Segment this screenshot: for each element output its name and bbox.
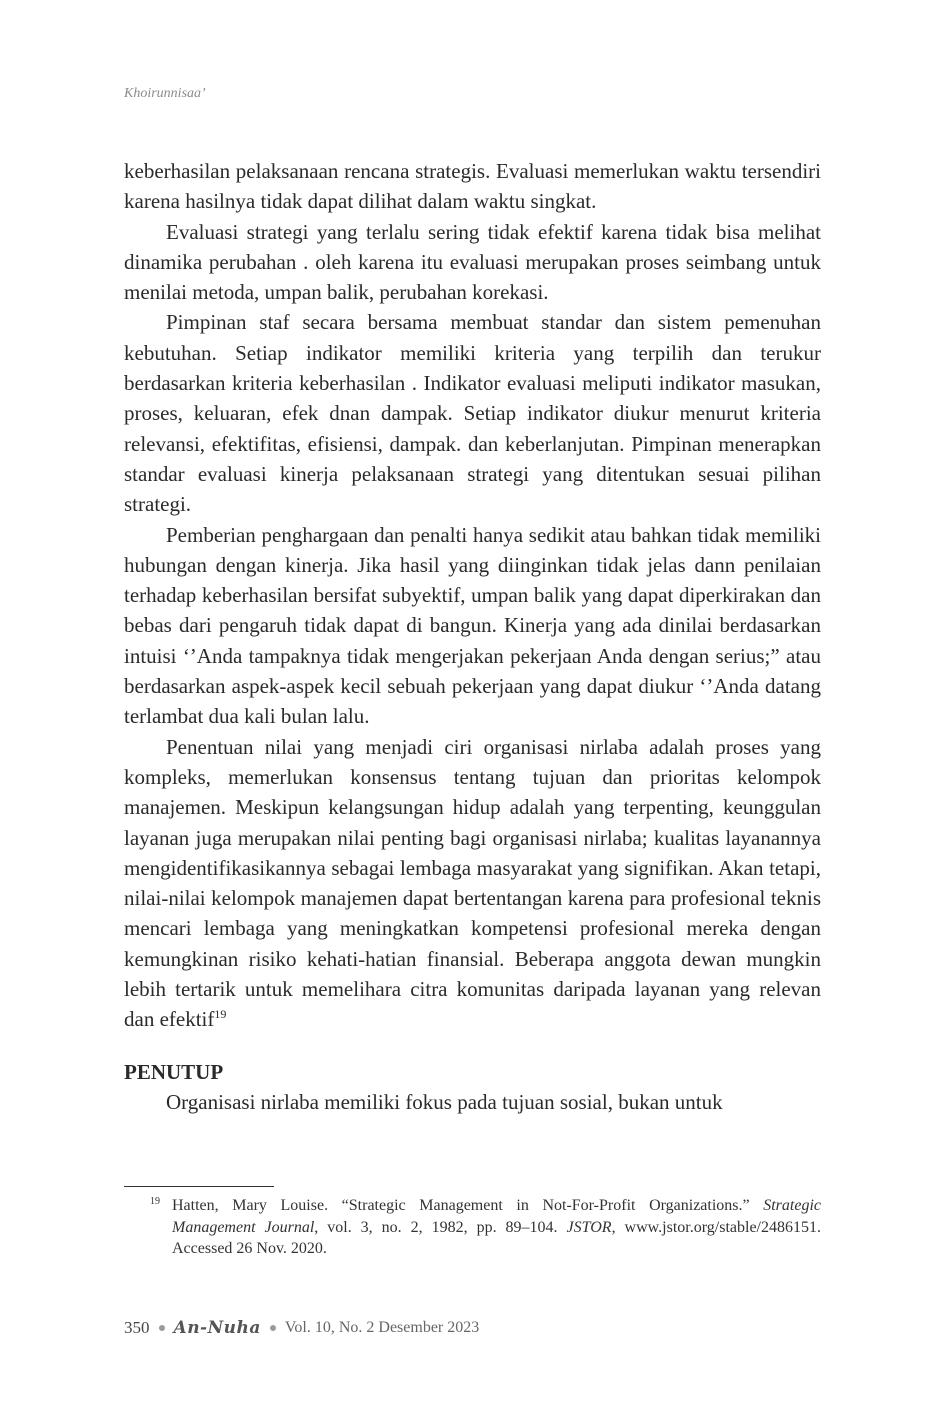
- running-head: Khoirunnisaa’: [124, 86, 206, 101]
- footnote-citation-details: , vol. 3, no. 2, 1982, pp. 89–104.: [314, 1218, 567, 1236]
- paragraph-3: Pimpinan staf secara bersama membuat standar dan sistem pemenuhan kebutuhan. Setiap indikator memiliki kriteria yang terpilih dan terukur berdasarkan kriteria keberhasilan . Indikator evaluasi meliputi indikator masukan, proses, keluaran, efek dnan dampak. Setiap indikator diukur menurut kriteria relevansi, efektifitas, efisiensi, dampak. dan keberlanjutan. Pimpinan menerapkan standar evaluasi kinerja pelaksanaan strategi yang ditentukan sesuai pilihan strategi.: [124, 310, 821, 517]
- footnote-reference[interactable]: 19: [214, 1007, 227, 1022]
- body-text: [124, 156, 821, 1117]
- footnote-divider: [124, 1186, 274, 1187]
- section-heading: PENUTUP: [124, 1059, 224, 1084]
- footnote-journal-title: Strategic Management Journal: [172, 1197, 821, 1236]
- footnote-source: JSTOR: [566, 1218, 612, 1236]
- paragraph-2: Evaluasi strategi yang terlalu sering tidak efektif karena tidak bisa melihat dinamika perubahan . oleh karena itu evaluasi merupakan proses seimbang untuk menilai metoda, umpan balik, perubahan korekasi.: [124, 219, 821, 305]
- footnote: [150, 1195, 821, 1260]
- paragraph-4: Pemberian penghargaan dan penalti hanya sedikit atau bahkan tidak memiliki hubungan dengan kinerja. Jika hasil yang diinginkan tidak jelas dann penilaian terhadap keberhasilan bersifat subyektif, umpan balik yang dapat diperkirakan dan bebas dari pengaruh tidak dapat di bangun. Kinerja yang ada dinilai berdasarkan intuisi ‘’Anda tampaknya tidak mengerjakan pekerjaan Anda dengan serius;” atau berdasarkan aspek-aspek kecil sebuah pekerjaan yang dapat diukur ‘’Anda datang terlambat dua kali bulan lalu.: [124, 522, 821, 729]
- paragraph-5: [124, 732, 821, 1035]
- journal-logo: An-Nuha: [173, 1318, 261, 1338]
- paragraph-1: keberhasilan pelaksanaan rencana strategis. Evaluasi memerlukan waktu tersendiri karena hasilnya tidak dapat dilihat dalam waktu singkat.: [124, 159, 821, 214]
- footnote-citation-author-title: Hatten, Mary Louise. “Strategic Management in Not-For-Profit Organizations.”: [172, 1197, 764, 1214]
- bullet-dot-icon: [270, 1325, 276, 1331]
- footnote-marker: 19: [150, 1196, 160, 1207]
- closing-paragraph: Organisasi nirlaba memiliki fokus pada tujuan sosial, bukan untuk: [166, 1089, 723, 1114]
- bullet-dot-icon: [159, 1325, 165, 1331]
- page-footer: [124, 1318, 479, 1338]
- volume-info: Vol. 10, No. 2 Desember 2023: [284, 1319, 480, 1336]
- paragraph-5-text: Penentuan nilai yang menjadi ciri organisasi nirlaba adalah proses yang kompleks, memerlukan konsensus tentang tujuan dan prioritas kelompok manajemen. Meskipun kelangsungan hidup adalah yang terpenting, keunggulan layanan juga merupakan nilai penting bagi organisasi nirlaba; kualitas layanannya mengidentifikasikannya sebagai lembaga masyarakat yang signifikan. Akan tetapi, nilai-nilai kelompok manajemen dapat bertentangan karena para profesional teknis mencari lembaga yang meningkatkan kompetensi profesional mereka dengan kemungkinan risiko kehati-hatian finansial. Beberapa anggota dewan mungkin lebih tertarik untuk memelihara citra komunitas daripada layanan yang relevan dan efektif: [124, 734, 821, 1032]
- footnote-url-accessed: , www.jstor.org/stable/2486151. Accessed 26 Nov. 2020.: [172, 1218, 821, 1257]
- page-number: 350: [124, 1318, 150, 1337]
